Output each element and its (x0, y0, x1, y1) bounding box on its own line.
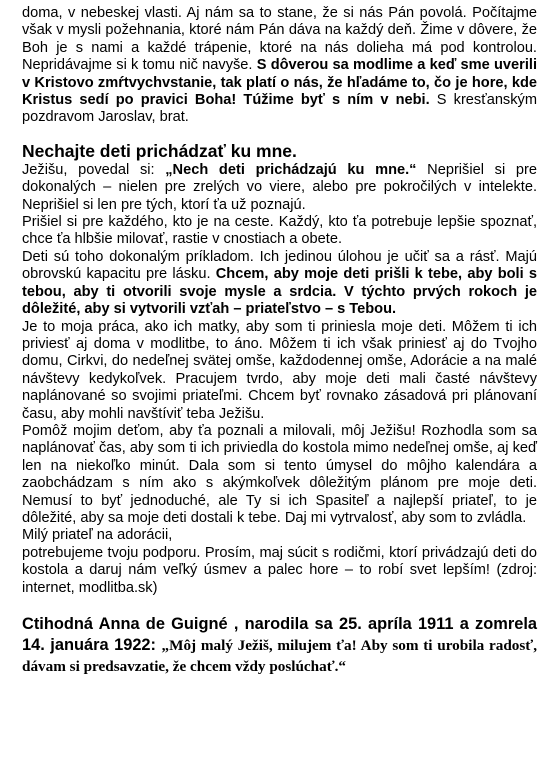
letter-signature: S kresťanským pozdravom Jaroslav, brat. (22, 92, 537, 126)
paragraph-greeting: Milý priateľ na adorácii, (22, 527, 173, 544)
paragraph-closing-letter (22, 5, 537, 127)
anna-intro: Ctihodná Anna de Guigné , narodila sa 25. apríla 1911 a zomrela 14. januára 1922: (22, 615, 537, 654)
paragraph-intro (22, 162, 537, 214)
intro-text: Ježišu, povedal si: (22, 161, 155, 178)
letter-bold-text: S dôverou sa modlime a keď sme uverili v Kristovo zmŕtvychvstanie, tak platí o nás, že hľadáme to, čo je hore, kde Kristus sedí po pravici Boha! Túžime byť s ním v nebi. (22, 57, 538, 109)
paragraph-children (22, 249, 537, 319)
anna-quote: „Môj malý Ježiš, milujem ťa! Aby som ti urobila radosť, dávam si predsavzatie, že chcem vždy poslúchať.“ (22, 637, 537, 675)
paragraph-mother-work: Je to moja práca, ako ich matky, aby som ti priniesla moje deti. Môžem ti ich priviesť aj doma v modlitbe, to áno. Môžem ti ich však priniesť aj do Tvojho domu, Cirkvi, do nedeľnej svätej omše, každodennej omše, Adorácie a na malé návštevy kedykoľvek. Pracujem tvrdo, aby moje deti mali časté návštevy naplánované so svojimi priateľmi. Chcem byť rovnako zásadová pri plánovaní času, aby mohli navštíviť teba Ježišu. (22, 318, 537, 422)
section-heading: Nechajte deti prichádzať ku mne. (22, 140, 297, 161)
intro-rest: Neprišiel si pre dokonalých – nielen pre zrelých vo viere, alebo pre pokročilých v intelekte. Neprišiel si len pre tých, ktorí ťa už poznajú. (22, 161, 537, 213)
paragraph-anna (22, 614, 537, 677)
letter-text: doma, v nebeskej vlasti. Aj nám sa to stane, že si nás Pán povolá. Počítajme však v mysli požehnania, ktoré nám Pán dáva na každý deň. Žime v dôvere, že Boh je s nami a každé trápenie, ktoré na nás dolieha má pod kontrolou. Nepridávajme si k tomu nič navyše. (22, 5, 537, 74)
paragraph-help: Pomôž mojim deťom, aby ťa poznali a milovali, môj Ježišu! Rozhodla som sa naplánovať čas, aby som ti ich priviedla do kostola mimo nedeľnej omše, aj keď len na niekoľko minút. Dala som si tento úmysel do môjho kalendára a zaobchádzam s ním ako s akýmkoľvek dôležitým plánom pre moje deti. Nemusí to byť jednoduché, ale Ty si ich Spasiteľ a najlepší priateľ, to je dôležité, aby sa moje deti dostali k tebe. Daj mi vytrvalosť, aby som to zvládla. (22, 422, 537, 526)
spacer (22, 597, 537, 614)
children-bold-text: Chcem, aby moje deti prišli k tebe, aby boli s tebou, aby ti otvorili svoje mysle a srdcia. V týchto prvých rokoch je dôležité, aby si vytvorili vzťah – priateľstvo – s Tebou. (22, 266, 537, 318)
intro-quote: „Nech deti prichádzajú ku mne.“ (165, 161, 417, 178)
paragraph-everyone: Prišiel si pre každého, kto je na ceste. Každý, kto ťa potrebuje lepšie spoznať, chce ťa hlbšie milovať, rastie v cnostiach a obete. (22, 214, 537, 248)
paragraph-support: potrebujeme tvoju podporu. Prosím, maj súcit s rodičmi, ktorí privádzajú deti do kostola a daruj nám veľký úsmev a palec hore – to robí svet lepším! (zdroj: internet, modlitba.sk) (22, 544, 537, 596)
children-text: Deti sú toho dokonalým príkladom. Ich jedinou úlohou je učiť sa a rásť. Majú obrovskú kapacitu pre lásku. (22, 248, 537, 283)
